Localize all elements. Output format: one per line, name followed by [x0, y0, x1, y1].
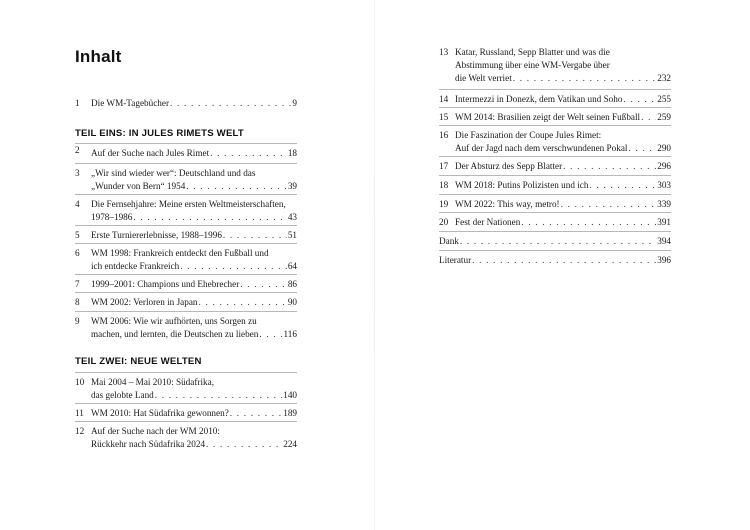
- leader-dots: [240, 278, 287, 291]
- section-heading-part-two: TEIL ZWEI: NEUE WELTEN: [75, 356, 202, 367]
- leader-dots: [561, 198, 657, 211]
- page-number: 116: [283, 329, 297, 339]
- chapter-title-line: Erste Turniererlebnisse, 1988–1996: [91, 230, 222, 240]
- chapter-title-line: Dank: [439, 236, 459, 246]
- page-number: 339: [657, 199, 671, 209]
- toc-entry-5[interactable]: [75, 225, 297, 242]
- chapter-number: 17: [439, 161, 449, 171]
- toc-entry-20[interactable]: [439, 212, 671, 229]
- chapter-number: 14: [439, 94, 449, 104]
- chapter-title-line: Die Faszination der Coupe Jules Rimet:: [455, 130, 602, 140]
- page-number: 394: [657, 236, 671, 246]
- chapter-title-line: „Wir sind wieder wer“: Deutschland und das: [91, 168, 256, 178]
- chapter-number: 1: [75, 98, 80, 108]
- chapter-number: 19: [439, 199, 449, 209]
- leader-dots: [589, 179, 656, 192]
- page-number: 18: [287, 148, 297, 158]
- chapter-title-line: Katar, Russland, Sepp Blatter und was die: [455, 47, 610, 57]
- toc-entry-4[interactable]: [75, 194, 297, 224]
- chapter-title-line: Mai 2004 – Mai 2010: Südafrika,: [91, 377, 214, 387]
- chapter-title-line: Die WM-Tagebücher: [91, 98, 170, 108]
- toc-entry-bibliography[interactable]: [439, 250, 671, 267]
- toc-entry-9[interactable]: [75, 311, 297, 341]
- page-number: 391: [657, 217, 671, 227]
- leader-dots: [563, 160, 656, 173]
- chapter-title-line: ich entdecke Frankreich: [91, 261, 180, 271]
- page-number: 39: [287, 181, 297, 191]
- toc-entry-7[interactable]: [75, 274, 297, 291]
- leader-dots: [155, 389, 282, 402]
- leader-dots: [180, 260, 287, 273]
- chapter-title-line: Auf der Jagd nach dem verschwundenen Pokal: [455, 143, 628, 153]
- chapter-title-line: Auf der Suche nach der WM 2010:: [91, 426, 220, 436]
- chapter-title-line: Abstimmung über eine WM-Vergabe über: [455, 60, 610, 70]
- page-number: 296: [657, 161, 671, 171]
- leader-dots: [521, 216, 656, 229]
- leader-dots: [133, 211, 286, 224]
- right-page: [375, 0, 750, 530]
- page-number: 43: [287, 212, 297, 222]
- chapter-title-line: WM 2006: Wie wir aufhörten, uns Sorgen zu: [91, 316, 257, 326]
- chapter-number: 16: [439, 130, 449, 140]
- chapter-number: 8: [75, 297, 80, 307]
- leader-dots: [259, 328, 282, 341]
- chapter-number: 11: [75, 408, 84, 418]
- page-number: 140: [283, 390, 297, 400]
- page-number: 189: [283, 408, 297, 418]
- toc-entry-2[interactable]: [75, 143, 297, 160]
- page-number: 64: [287, 261, 297, 271]
- leader-dots: [206, 438, 282, 451]
- leader-dots: [230, 407, 282, 420]
- toc-entry-11[interactable]: [75, 403, 297, 420]
- toc-entry-6[interactable]: [75, 243, 297, 273]
- chapter-title-line: Fest der Nationen: [455, 217, 521, 227]
- chapter-title-line: WM 2014: Brasilien zeigt der Welt seinen Fußball: [455, 112, 641, 122]
- chapter-number: 4: [75, 199, 80, 209]
- chapter-title-line: Die Fernsehjahre: Meine ersten Weltmeisterschaften,: [91, 199, 286, 209]
- page-number: 396: [657, 255, 671, 265]
- chapter-title-line: WM 2022: This way, metro!: [455, 199, 560, 209]
- page-number: 90: [287, 297, 297, 307]
- chapter-number: 2: [75, 145, 80, 155]
- chapter-title-line: Intermezzi in Donezk, dem Vatikan und Soho: [455, 94, 623, 104]
- leader-dots: [628, 142, 656, 155]
- chapter-title-line: die Welt verriet: [455, 73, 512, 83]
- leader-dots: [199, 296, 287, 309]
- chapter-title-line: Der Absturz des Sepp Blatter: [455, 161, 563, 171]
- chapter-number: 12: [75, 426, 85, 436]
- toc-entry-3[interactable]: [75, 163, 297, 193]
- toc-entry-10[interactable]: [75, 372, 297, 402]
- chapter-number: 6: [75, 248, 80, 258]
- chapter-number: 7: [75, 279, 80, 289]
- chapter-number: 13: [439, 47, 449, 57]
- page-number: 303: [657, 180, 671, 190]
- page-number: 259: [657, 112, 671, 122]
- chapter-title-line: Literatur: [439, 255, 472, 265]
- leader-dots: [210, 147, 287, 160]
- toc-entry-1[interactable]: [75, 97, 297, 110]
- chapter-title-line: „Wunder von Bern“ 1954: [91, 181, 186, 191]
- page-number: 9: [292, 98, 297, 108]
- chapter-number: 20: [439, 217, 449, 227]
- toc-entry-18[interactable]: [439, 175, 671, 192]
- section-heading-part-one: TEIL EINS: IN JULES RIMETS WELT: [75, 128, 244, 139]
- chapter-number: 9: [75, 316, 80, 326]
- contents-heading: Inhalt: [75, 47, 122, 66]
- chapter-number: 10: [75, 377, 85, 387]
- leader-dots: [513, 72, 656, 85]
- chapter-title-line: 1999–2001: Champions und Ehebrecher: [91, 279, 240, 289]
- chapter-number: 3: [75, 168, 80, 178]
- chapter-number: 5: [75, 230, 80, 240]
- chapter-number: 15: [439, 112, 449, 122]
- page-number: 86: [287, 279, 297, 289]
- toc-entry-16[interactable]: [439, 125, 671, 155]
- chapter-title-line: 1978–1986: [91, 212, 133, 222]
- chapter-title-line: das gelobte Land: [91, 390, 154, 400]
- toc-entry-14[interactable]: [439, 89, 671, 106]
- toc-entry-13[interactable]: [439, 46, 671, 85]
- chapter-title-line: machen, und lernten, die Deutschen zu lieben: [91, 329, 259, 339]
- chapter-title-line: WM 2018: Putins Polizisten und ich: [455, 180, 589, 190]
- chapter-title-line: WM 2010: Hat Südafrika gewonnen?: [91, 408, 229, 418]
- toc-entry-17[interactable]: [439, 156, 671, 173]
- toc-entry-12[interactable]: [75, 421, 297, 451]
- leader-dots: [460, 235, 656, 248]
- page-number: 255: [657, 94, 671, 104]
- toc-entry-15[interactable]: [439, 107, 671, 124]
- leader-dots: [186, 180, 287, 193]
- leader-dots: [623, 93, 656, 106]
- chapter-title-line: Auf der Suche nach Jules Rimet: [91, 148, 210, 158]
- leader-dots: [641, 111, 656, 124]
- chapter-title-line: WM 2002: Verloren in Japan: [91, 297, 198, 307]
- toc-entry-acknowledgements[interactable]: [439, 231, 671, 248]
- page-number: 51: [287, 230, 297, 240]
- leader-dots: [472, 254, 656, 267]
- page-number: 224: [283, 439, 297, 449]
- chapter-number: 18: [439, 180, 449, 190]
- toc-entry-19[interactable]: [439, 194, 671, 211]
- chapter-title-line: WM 1998: Frankreich entdeckt den Fußball und: [91, 248, 269, 258]
- toc-entry-8[interactable]: [75, 292, 297, 309]
- leader-dots: [170, 97, 291, 110]
- page-number: 290: [657, 143, 671, 153]
- chapter-title-line: Rückkehr nach Südafrika 2024: [91, 439, 206, 449]
- leader-dots: [223, 229, 287, 242]
- page-number: 232: [657, 73, 671, 83]
